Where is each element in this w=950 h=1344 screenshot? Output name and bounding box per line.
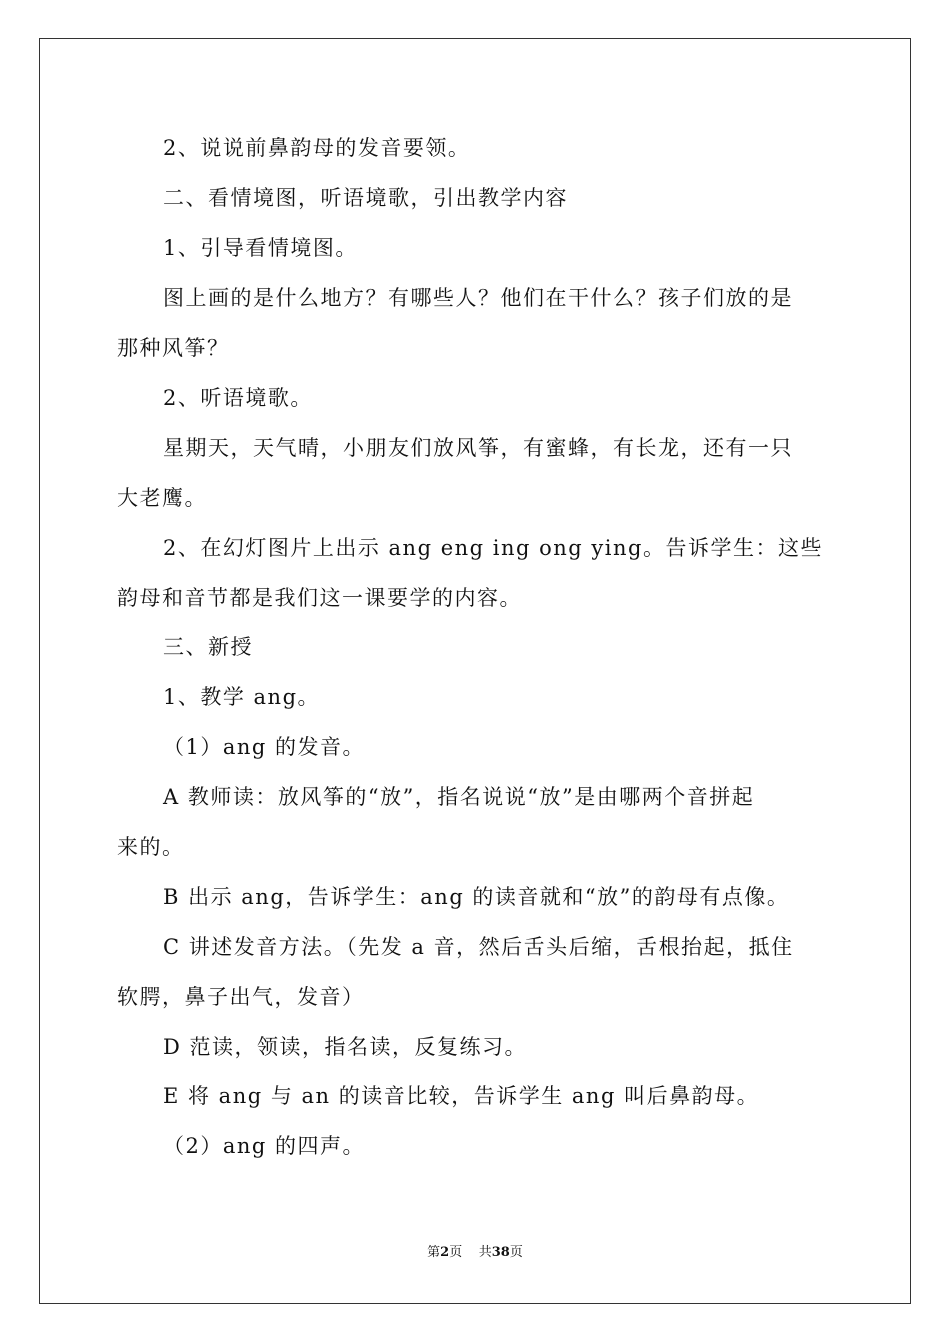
text-line: 来的。 xyxy=(117,835,185,859)
current-page-number: 2 xyxy=(440,1245,450,1260)
text-line: 1、教学 ang。 xyxy=(163,685,321,709)
text-line: 那种风筝？ xyxy=(117,336,230,360)
total-suffix: 页 xyxy=(509,1245,523,1260)
text-line: 2、说说前鼻韵母的发音要领。 xyxy=(163,136,471,160)
text-line: 图上画的是什么地方？有哪些人？他们在干什么？孩子们放的是 xyxy=(163,286,793,310)
text-line: （2）ang 的四声。 xyxy=(163,1134,366,1158)
text-line: 大老鹰。 xyxy=(117,486,207,510)
text-line: （1）ang 的发音。 xyxy=(163,735,366,759)
page-border xyxy=(39,38,911,1304)
text-line: 2、听语境歌。 xyxy=(163,386,313,410)
text-line: 软腭，鼻子出气，发音） xyxy=(117,985,365,1009)
text-line: B 出示 ang，告诉学生：ang 的读音就和“放”的韵母有点像。 xyxy=(163,885,790,909)
text-line: 2、在幻灯图片上出示 ang eng ing ong ying。告诉学生：这些 xyxy=(163,536,823,560)
total-prefix: 共 xyxy=(478,1245,492,1260)
text-line: E 将 ang 与 an 的读音比较，告诉学生 ang 叫后鼻韵母。 xyxy=(163,1084,760,1108)
text-line: D 范读，领读，指名读，反复练习。 xyxy=(163,1035,528,1059)
section-heading: 三、新授 xyxy=(163,635,253,659)
text-line: C 讲述发音方法。（先发 a 音，然后舌头后缩，舌根抬起，抵住 xyxy=(163,935,794,959)
section-heading: 二、看情境图，听语境歌，引出教学内容 xyxy=(163,186,568,210)
page-prefix: 第 xyxy=(427,1245,441,1260)
text-line: 1、引导看情境图。 xyxy=(163,236,358,260)
text-line: 韵母和音节都是我们这一课要学的内容。 xyxy=(117,586,522,610)
total-pages-number: 38 xyxy=(491,1245,510,1260)
text-line: A 教师读：放风筝的“放”，指名说说“放”是由哪两个音拼起 xyxy=(163,785,755,809)
page-suffix: 页 xyxy=(449,1245,463,1260)
text-line: 星期天，天气晴，小朋友们放风筝，有蜜蜂，有长龙，还有一只 xyxy=(163,436,793,460)
page-footer xyxy=(0,1244,950,1262)
